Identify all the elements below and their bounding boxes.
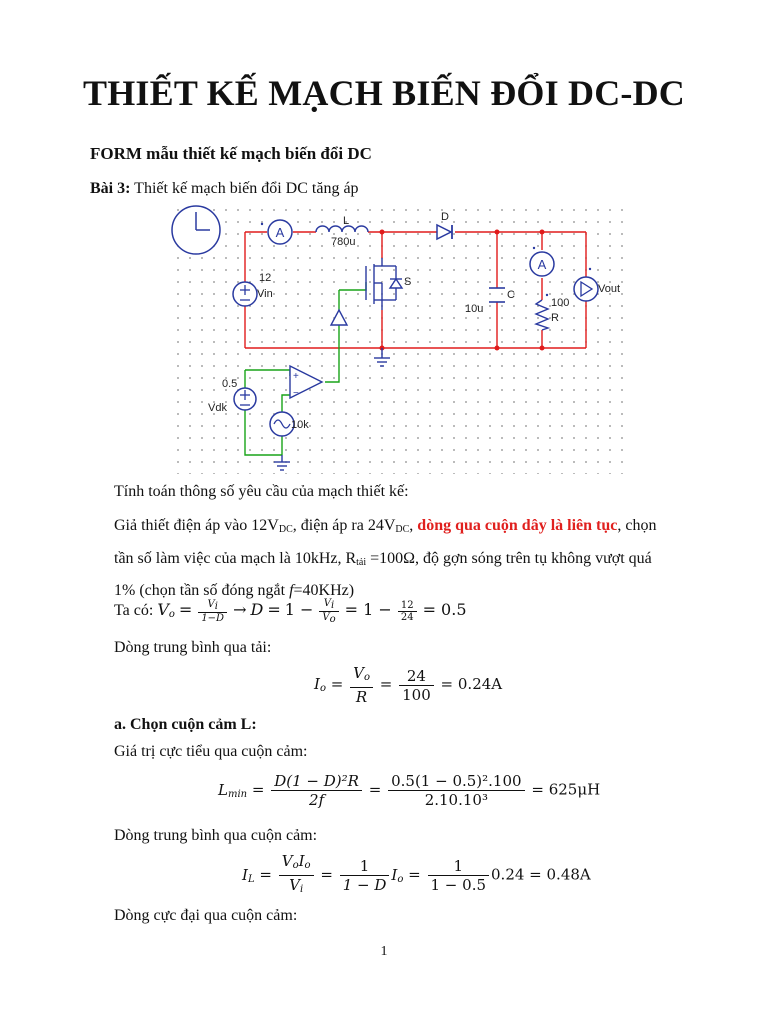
res-value: 100 [551, 297, 570, 309]
vin-name: Vin [257, 288, 273, 300]
cap-name: C [507, 289, 515, 301]
inductor-name: L [343, 215, 350, 227]
exercise-heading [90, 180, 359, 198]
switch-label: S [404, 276, 412, 288]
vin-value: 12 [259, 272, 272, 284]
res-name: R [551, 312, 559, 324]
body-paragraph-4: Dòng trung bình qua tải: [114, 639, 272, 656]
svg-text:+: + [293, 371, 299, 382]
diode-label: D [441, 211, 449, 223]
equation-inductor-current: $I_L$ = $\frac{V_oI_o}{V_i}$ = $\frac{1}{1 - D}$ $I_o$ = $\frac{1}{1 - 0.5}$ 0.24 = 0.48A [242, 852, 591, 895]
ammeter-out-label: A [537, 257, 547, 272]
body-paragraph-7: Dòng cực đại qua cuộn cảm: [114, 907, 298, 924]
clock-icon [172, 206, 220, 254]
form-heading: FORM mẫu thiết kế mạch biến đổi DC [90, 144, 372, 163]
body-paragraph-1: Tính toán thông số yêu cầu của mạch thiết kế: [114, 483, 409, 500]
vout-label: Vout [598, 283, 621, 295]
boost-converter-schematic [168, 202, 630, 474]
inductor-value: 780u [331, 236, 356, 248]
vdk-value: 0.5 [222, 378, 238, 390]
exercise-text: Thiết kế mạch biến đổi DC tăng áp [134, 180, 359, 197]
continuous-current-highlight: dòng qua cuộn dây là liên tục [417, 517, 618, 534]
carrier-value: 10k [291, 419, 309, 431]
page-title: THIẾT KẾ MẠCH BIẾN ĐỔI DC-DC [82, 73, 685, 113]
equation-lmin: $L_{min}$ = $\frac{\text{D(1 − D)²R}}{2f}$ = $\frac{\text{0.5(1 − 0.5)².100}}{\text{2.10.10³}}$ = 625μH [218, 772, 601, 809]
equation-duty-cycle: Ta có: $V_o$ = $\frac{V_i}{1-D}$ → D = 1 − $\frac{V_i}{V_o}$ = 1 − $\frac{12}{24}$ = 0.5 [114, 597, 467, 625]
body-paragraph-2: Giả thiết điện áp vào $12V_{DC}$, điện áp ra $24V_{DC}$, dòng qua cuộn dây là liên tục, chọn tần số làm việc của mạch là 10kHz, $R_{tải} =100\Omega$, độ gợn sóng trên tụ không vượt quá 1% (chọn tần số đóng ngắt f=40KHz) [114, 517, 657, 599]
cap-value: 10u [465, 303, 484, 315]
body-paragraph-5: Giá trị cực tiểu qua cuộn cảm: [114, 743, 308, 760]
exercise-label: Bài 3: [90, 180, 131, 197]
page-number: 1 [380, 944, 388, 959]
body-paragraph-6: Dòng trung bình qua cuộn cảm: [114, 827, 318, 844]
equation-load-current: $I_o$ = $\frac{V_o}{R}$ = $\frac{24}{100}$ = 0.24A [314, 664, 503, 706]
vdk-name: Vdk [208, 402, 227, 414]
section-a-heading: a. Chọn cuộn cảm L: [114, 716, 257, 733]
ammeter-in-label: A [275, 225, 285, 240]
svg-text:−: − [293, 388, 299, 399]
